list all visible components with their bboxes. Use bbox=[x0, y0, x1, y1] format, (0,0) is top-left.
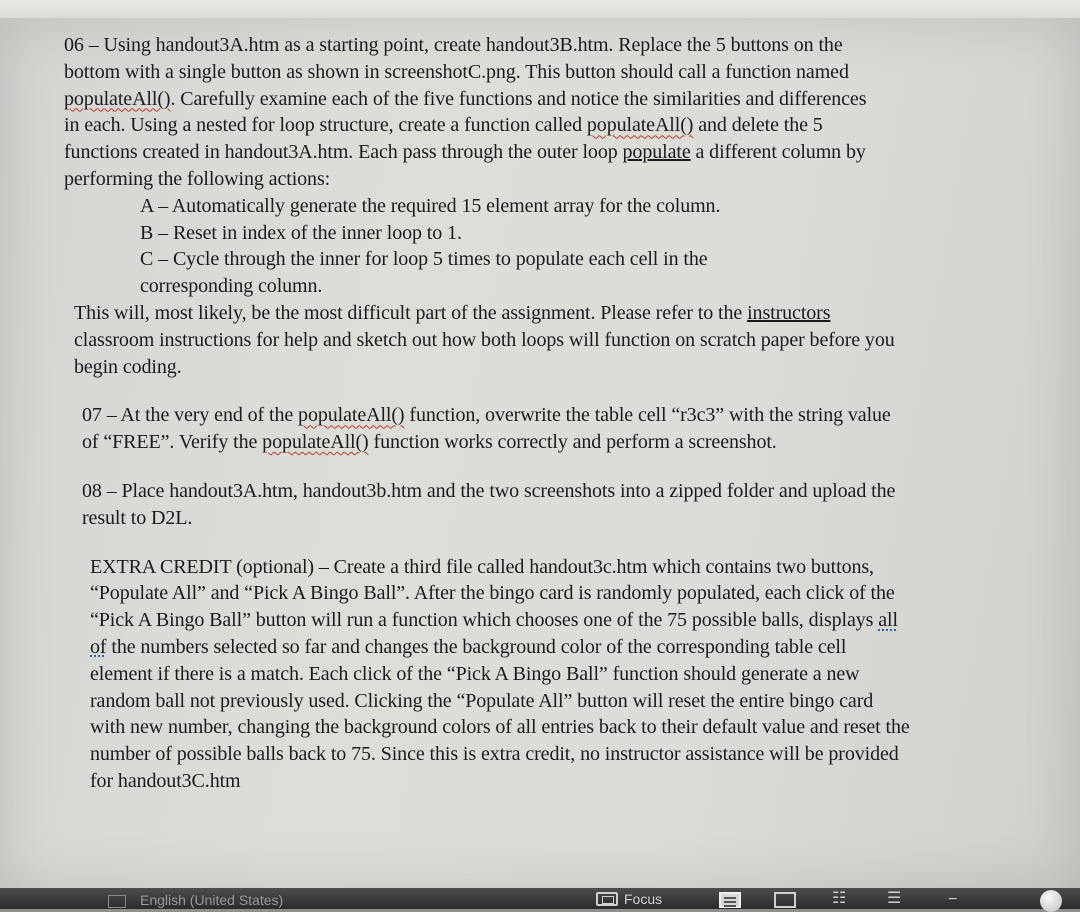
print-layout-icon[interactable] bbox=[774, 892, 796, 908]
doc-line: This will, most likely, be the most difficult part of the assignment. Please refer to the instructors bbox=[74, 301, 831, 324]
doc-line: functions created in handout3A.htm. Each pass through the outer loop populate a different column by bbox=[64, 141, 866, 164]
doc-line: result to D2L. bbox=[82, 506, 193, 529]
document-page bbox=[0, 18, 1080, 890]
doc-line: populateAll(). Carefully examine each of the five functions and notice the similarities and differences bbox=[64, 87, 867, 110]
grammar-word: of bbox=[90, 635, 107, 658]
step-c: C – Cycle through the inner for loop 5 times to populate each cell in the bbox=[140, 248, 708, 271]
doc-line: random ball not previously used. Clicking the “Populate All” button will reset the entire bingo card bbox=[90, 689, 874, 712]
page-icon[interactable] bbox=[108, 895, 126, 908]
section-07 bbox=[64, 402, 999, 456]
zoom-minus-icon[interactable]: − bbox=[948, 891, 958, 908]
doc-line: 08 – Place handout3A.htm, handout3b.htm and the two screenshots into a zipped folder and upload the bbox=[82, 479, 896, 502]
grammar-word: all bbox=[878, 609, 898, 632]
focus-label: Focus bbox=[624, 891, 663, 907]
document-body bbox=[64, 32, 999, 795]
status-bar bbox=[0, 888, 1080, 909]
doc-line: 06 – Using handout3A.htm as a starting point, create handout3B.htm. Replace the 5 buttons on the bbox=[64, 34, 843, 56]
section-08 bbox=[64, 478, 999, 532]
extra-credit-section bbox=[64, 554, 999, 795]
grammar-word: instructors bbox=[747, 301, 831, 324]
outline-icon[interactable]: ☰ bbox=[887, 890, 902, 907]
step-b: B – Reset in index of the inner loop to 1. bbox=[140, 221, 462, 244]
doc-line: bottom with a single button as shown in screenshotC.png. This button should call a function named bbox=[64, 60, 849, 83]
doc-line: with new number, changing the background colors of all entries back to their default value and reset the bbox=[90, 716, 910, 739]
spellcheck-word: populateAll() bbox=[298, 404, 405, 427]
focus-icon bbox=[596, 892, 618, 906]
spellcheck-word: populateAll() bbox=[586, 114, 694, 137]
doc-line: “Pick A Bingo Ball” button will run a function which chooses one of the 75 possible balls, displays all bbox=[90, 609, 898, 632]
doc-line: 07 – At the very end of the populateAll() function, overwrite the table cell “r3c3” with the string value bbox=[82, 404, 891, 427]
doc-line: classroom instructions for help and sketch out how both loops will function on scratch paper before you bbox=[74, 328, 895, 351]
doc-line: “Populate All” and “Pick A Bingo Ball”. After the bingo card is randomly populated, each click of the bbox=[90, 582, 895, 605]
read-mode-icon[interactable] bbox=[719, 892, 741, 908]
spellcheck-word: populateAll() bbox=[64, 87, 171, 110]
spellcheck-word: populateAll() bbox=[262, 431, 369, 454]
doc-line: performing the following actions: bbox=[64, 167, 331, 190]
step-a: A – Automatically generate the required 15 element array for the column. bbox=[140, 194, 721, 217]
doc-line: of “FREE”. Verify the populateAll() function works correctly and perform a screenshot. bbox=[82, 431, 777, 454]
section-06 bbox=[64, 32, 999, 380]
window-top-edge bbox=[0, 0, 1080, 20]
doc-line: number of possible balls back to 75. Since this is extra credit, no instructor assistance will be provided bbox=[90, 743, 899, 766]
language-indicator[interactable]: English (United States) bbox=[140, 892, 284, 908]
doc-line: in each. Using a nested for loop structure, create a function called populateAll() and delete the 5 bbox=[64, 114, 823, 137]
doc-line: begin coding. bbox=[74, 355, 182, 378]
focus-button[interactable] bbox=[596, 890, 662, 908]
grammar-word: populate bbox=[622, 141, 691, 164]
doc-line: of the numbers selected so far and changes the background color of the corresponding table cell bbox=[90, 635, 847, 658]
doc-line: EXTRA CREDIT (optional) – Create a third file called handout3c.htm which contains two buttons, bbox=[90, 555, 874, 578]
web-layout-icon[interactable]: ☷ bbox=[832, 890, 847, 907]
doc-line: for handout3C.htm bbox=[90, 769, 241, 792]
doc-line: element if there is a match. Each click of the “Pick A Bingo Ball” function should generate a new bbox=[90, 662, 860, 685]
step-c-continued: corresponding column. bbox=[140, 275, 323, 298]
